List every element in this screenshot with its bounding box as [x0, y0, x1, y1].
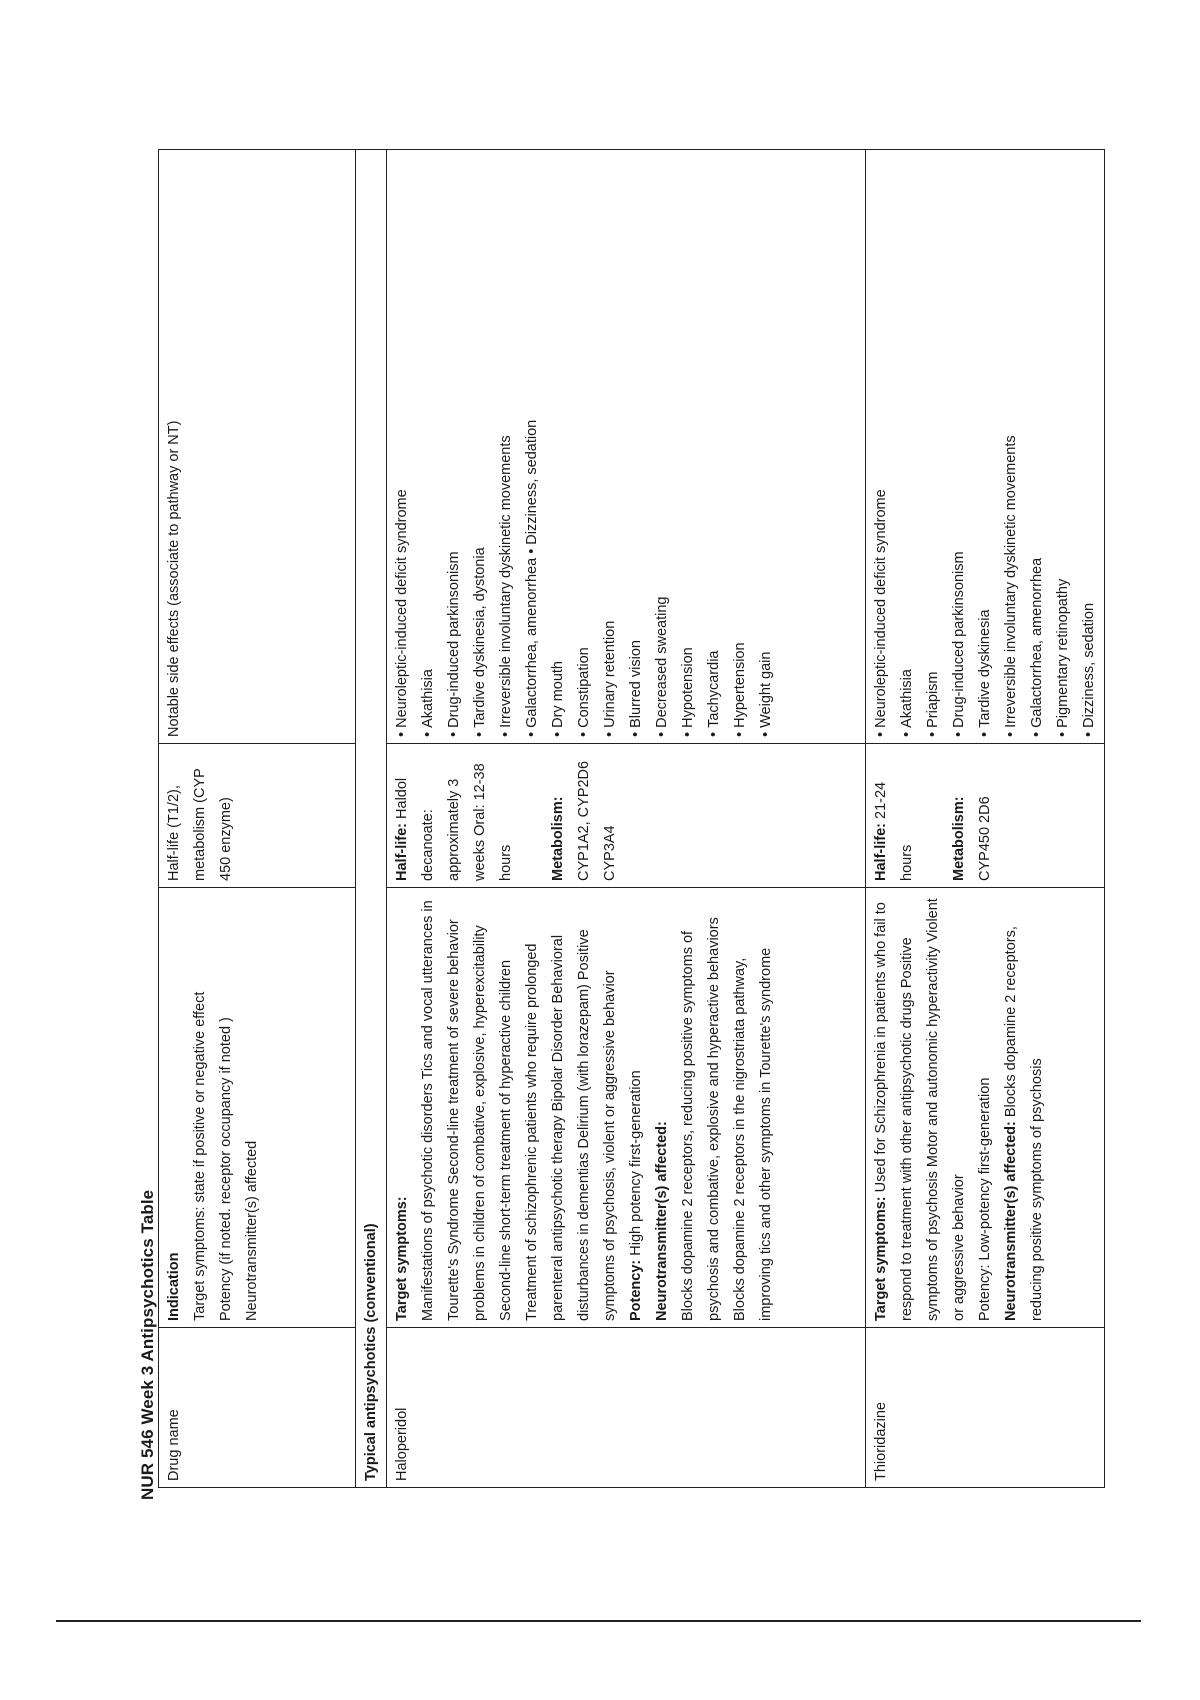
list-item: • Priapism	[920, 156, 946, 737]
potency-label: Potency:	[628, 1259, 644, 1321]
document-title: NUR 546 Week 3 Antipsychotics Table	[138, 1189, 157, 1500]
metabolism-text: CYP450 2D6	[977, 796, 993, 881]
target-symptoms-text: Used for Schizophrenia in patients who fail to respond to treatment with other antipsychotic drugs Positive symptoms of psychosis Motor and autonomic hyperactivity Violent or aggressive behavior	[873, 898, 967, 1321]
haloperidol-side-effects	[387, 150, 866, 744]
header-indication	[159, 888, 356, 1328]
drug-name-haloperidol: Haloperidol	[387, 1328, 866, 1488]
list-item: • Dizziness, sedation	[1076, 156, 1102, 737]
neurotransmitter-text: Blocks dopamine 2 receptors, reducing positive symptoms of psychosis	[1003, 926, 1045, 1321]
list-item: • Hypotension	[675, 156, 701, 737]
half-life-label: Half-life:	[873, 823, 889, 881]
thioridazine-indication	[866, 888, 1105, 1328]
thioridazine-side-effects	[866, 150, 1105, 744]
header-indication-line: Neurotransmitter(s) affected	[244, 1140, 260, 1321]
list-item: • Drug-induced parkinsonism	[441, 156, 467, 737]
haloperidol-pharmacokinetics	[387, 744, 866, 888]
half-life-label: Half-life:	[394, 823, 410, 881]
side-effects-list	[868, 156, 1102, 737]
list-item: • Dry mouth	[545, 156, 571, 737]
haloperidol-indication	[387, 888, 866, 1328]
metabolism-label: Metabolism:	[550, 796, 566, 881]
target-symptoms-label: Target symptoms:	[394, 1196, 410, 1321]
thioridazine-pharmacokinetics	[866, 744, 1105, 888]
list-item: • Drug-induced parkinsonism	[946, 156, 972, 737]
list-item: • Constipation	[571, 156, 597, 737]
footer-rule	[56, 1620, 1141, 1622]
section-row	[356, 150, 387, 1488]
list-item: • Urinary retention	[597, 156, 623, 737]
antipsychotics-table	[158, 149, 1105, 1488]
half-life-text: Haldol decanoate: approximately 3 weeks Oral: 12-38 hours	[394, 763, 514, 881]
target-symptoms-text: Manifestations of psychotic disorders Tics and vocal utterances in Tourette's Syndrome Second-line treatment of severe behavior problems in children of combative, explosive, hyperexcitability Second-line short-term treatment of hyperactive children Treatment of schizophrenic patients who require prolonged parenteral antipsychotic therapy Bipolar Disorder Behavioral disturbances in dementias Delirium (with lorazepam) Positive symptoms of psychosis, violent or aggressive behavior	[420, 900, 618, 1321]
header-indication-line: Target symptoms: state if positive or negative effect	[192, 991, 208, 1321]
table-header-row	[159, 150, 356, 1488]
header-pharmacokinetics: Half-life (T1/2), metabolism (CYP 450 enzyme)	[159, 744, 356, 888]
list-item: • Akathisia	[415, 156, 441, 737]
neurotransmitter-text: Blocks dopamine 2 receptors, reducing positive symptoms of psychosis and combative, explosive and hyperactive behaviors Blocks dopamine 2 receptors in the nigrostriata pathway, improving tics and other symptoms in Tourette's syndrome	[680, 917, 774, 1321]
rotated-page	[138, 140, 1097, 1500]
list-item: • Irreversible involuntary dyskinetic movements	[493, 156, 519, 737]
table-row	[387, 150, 866, 1488]
section-title: Typical antipsychotics (conventional)	[356, 150, 387, 1488]
list-item: • Irreversible involuntary dyskinetic movements	[998, 156, 1024, 737]
list-item: • Tardive dyskinesia	[972, 156, 998, 737]
list-item: • Hypertension	[727, 156, 753, 737]
list-item: • Galactorrhea, amenorrhea • Dizziness, sedation	[519, 156, 545, 737]
potency-text: High potency first-generation	[628, 1070, 644, 1256]
header-side-effects: Notable side effects (associate to pathway or NT)	[159, 150, 356, 744]
list-item: • Neuroleptic-induced deficit syndrome	[868, 156, 894, 737]
drug-name-thioridazine: Thioridazine	[866, 1328, 1105, 1488]
list-item: • Akathisia	[894, 156, 920, 737]
list-item: • Galactorrhea, amenorrhea	[1024, 156, 1050, 737]
list-item: • Neuroleptic-induced deficit syndrome	[389, 156, 415, 737]
header-indication-line: Potency (if noted. receptor occupancy if noted )	[218, 1017, 234, 1321]
neurotransmitter-label: Neurotransmitter(s) affected:	[654, 1121, 670, 1321]
half-life-text: 21-24 hours	[873, 781, 915, 881]
metabolism-text: CYP1A2, CYP2D6 CYP3A4	[576, 760, 618, 881]
header-drug-name: Drug name	[159, 1328, 356, 1488]
table-row	[866, 150, 1105, 1488]
header-indication-label: Indication	[166, 1252, 182, 1321]
list-item: • Tardive dyskinesia, dystonia	[467, 156, 493, 737]
list-item: • Blurred vision	[623, 156, 649, 737]
neurotransmitter-label: Neurotransmitter(s) affected:	[1003, 1121, 1019, 1321]
side-effects-list	[389, 156, 779, 737]
potency-text: Potency: Low-potency first-generation	[977, 1077, 993, 1321]
metabolism-label: Metabolism:	[951, 796, 967, 881]
list-item: • Weight gain	[753, 156, 779, 737]
list-item: • Decreased sweating	[649, 156, 675, 737]
list-item: • Tachycardia	[701, 156, 727, 737]
target-symptoms-label: Target symptoms:	[873, 1196, 889, 1321]
list-item: • Pigmentary retinopathy	[1050, 156, 1076, 737]
